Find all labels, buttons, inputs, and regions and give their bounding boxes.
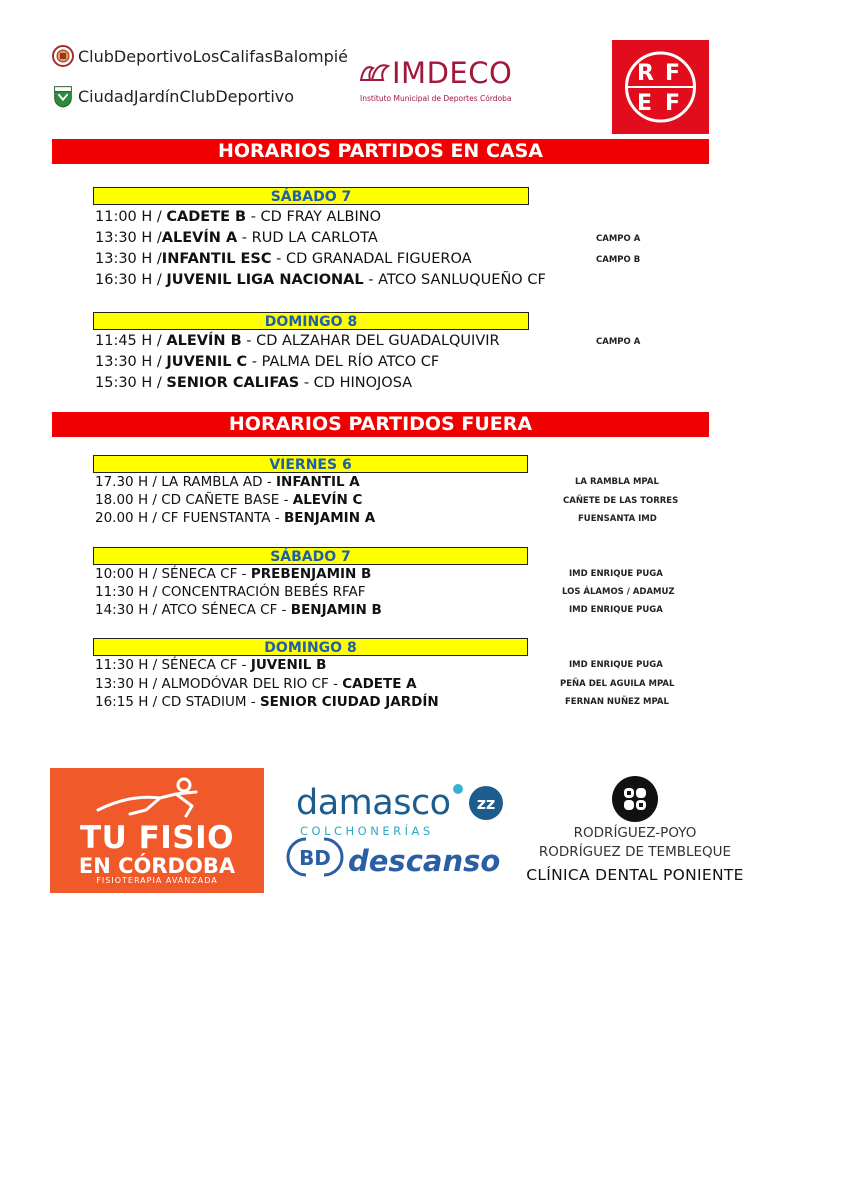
- away-match-row: 17.30 H / LA RAMBLA AD - INFANTIL A: [95, 474, 360, 490]
- venue-label: PEÑA DEL AGUILA MPAL: [560, 679, 675, 689]
- damasco-wordmark: damasco: [296, 783, 451, 823]
- venue-label: CAMPO B: [596, 255, 641, 265]
- away-match-row: 11:30 H / CONCENTRACIÓN BEBÉS RFAF: [95, 584, 366, 600]
- club1-name: ClubDeportivoLosCalifasBalompié: [78, 46, 349, 66]
- descanso-wordmark: descanso: [348, 844, 501, 878]
- team-name: PREBENJAMIN B: [250, 566, 372, 582]
- rfef-logo: [612, 40, 709, 134]
- venue-label: FERNAN NUÑEZ MPAL: [565, 697, 669, 707]
- tufisio-line3: FISIOTERAPIA AVANZADA: [96, 876, 218, 885]
- home-day-sunday-header: DOMINGO 8: [93, 312, 529, 330]
- home-match-row: 13:30 H / JUVENIL C - PALMA DEL RÍO ATCO CF: [95, 354, 440, 370]
- club-logo-ciudad-jardin: [52, 84, 294, 108]
- rfef-letter-f1: F: [665, 61, 681, 86]
- team-name: INFANTIL ESC: [161, 251, 272, 267]
- away-match-row: 13:30 H / ALMODÓVAR DEL RIO CF - CADETE A: [95, 676, 417, 692]
- team-name: JUVENIL LIGA NACIONAL: [166, 272, 364, 288]
- home-day-saturday-header: SÁBADO 7: [93, 187, 529, 205]
- team-name: BENJAMIN B: [290, 602, 382, 618]
- away-matches-banner: HORARIOS PARTIDOS FUERA: [52, 412, 709, 437]
- team-name: INFANTIL A: [276, 474, 360, 490]
- away-match-row: 18.00 H / CD CAÑETE BASE - ALEVÍN C: [95, 492, 363, 508]
- dental-line3: CLÍNICA DENTAL PONIENTE: [526, 866, 744, 884]
- venue-label: FUENSANTA IMD: [578, 514, 657, 524]
- rfef-letter-f2: F: [665, 91, 681, 116]
- dental-line2: RODRÍGUEZ DE TEMBLEQUE: [538, 844, 732, 860]
- away-day-sunday-header: DOMINGO 8: [93, 638, 528, 656]
- rfef-letter-e: E: [637, 91, 653, 116]
- away-day-friday-header: VIERNES 6: [93, 455, 528, 473]
- home-match-row: 13:30 H /ALEVÍN A - RUD LA CARLOTA: [95, 230, 378, 246]
- away-match-row: 16:15 H / CD STADIUM - SENIOR CIUDAD JARDÍN: [95, 694, 439, 710]
- club-logo-califas: [52, 44, 348, 68]
- home-match-row: 13:30 H /INFANTIL ESC - CD GRANADAL FIGUEROA: [95, 251, 472, 267]
- home-matches-banner: HORARIOS PARTIDOS EN CASA: [52, 139, 709, 164]
- team-name: ALEVÍN B: [166, 333, 242, 349]
- away-match-row: 20.00 H / CF FUENSTANTA - BENJAMIN A: [95, 510, 376, 526]
- home-match-row: 16:30 H / JUVENIL LIGA NACIONAL - ATCO SANLUQUEÑO CF: [95, 272, 546, 288]
- califas-crest-icon: [52, 44, 74, 68]
- venue-label: IMD ENRIQUE PUGA: [569, 605, 663, 615]
- away-day-saturday-header: SÁBADO 7: [93, 547, 528, 565]
- team-name: JUVENIL C: [166, 354, 248, 370]
- imdeco-name: IMDECO: [392, 56, 513, 90]
- rfef-letter-r: R: [637, 61, 654, 86]
- team-name: JUVENIL B: [250, 657, 327, 673]
- runner-icon: [90, 776, 220, 822]
- dental-clinic-logo-icon: [611, 775, 659, 823]
- home-match-row: 11:45 H / ALEVÍN B - CD ALZAHAR DEL GUADALQUIVIR: [95, 333, 500, 349]
- team-name: ALEVÍN C: [292, 492, 363, 508]
- tufisio-line1: TU FISIO: [79, 820, 235, 856]
- imdeco-subtitle: Instituto Municipal de Deportes Córdoba: [360, 94, 512, 103]
- home-match-row: 11:00 H / CADETE B - CD FRAY ALBINO: [95, 209, 382, 225]
- venue-label: CAÑETE DE LAS TORRES: [563, 496, 679, 506]
- team-name: SENIOR CALIFAS: [166, 375, 300, 391]
- imdeco-emblem-icon: [358, 60, 392, 86]
- away-match-row: 14:30 H / ATCO SÉNECA CF - BENJAMIN B: [95, 602, 382, 618]
- svg-text:zz: zz: [476, 794, 496, 813]
- away-match-row: 11:30 H / SÉNECA CF - JUVENIL B: [95, 657, 327, 673]
- home-match-row: 15:30 H / SENIOR CALIFAS - CD HINOJOSA: [95, 375, 413, 391]
- team-name: ALEVÍN A: [161, 230, 238, 246]
- venue-label: CAMPO A: [596, 234, 641, 244]
- team-name: BENJAMIN A: [283, 510, 376, 526]
- dental-line1: RODRÍGUEZ-POYO: [573, 825, 697, 841]
- team-name: CADETE B: [166, 209, 247, 225]
- venue-label: IMD ENRIQUE PUGA: [569, 569, 663, 579]
- venue-label: LOS ÁLAMOS / ADAMUZ: [562, 587, 675, 597]
- colchonerias-label: COLCHONERÍAS: [300, 824, 434, 838]
- venue-label: LA RAMBLA MPAL: [575, 477, 659, 487]
- sponsor-tu-fisio: [50, 768, 264, 893]
- svg-text:BD: BD: [299, 846, 331, 870]
- away-match-row: 10:00 H / SÉNECA CF - PREBENJAMIN B: [95, 566, 372, 582]
- venue-label: CAMPO A: [596, 337, 641, 347]
- tufisio-line2: EN CÓRDOBA: [78, 854, 236, 878]
- team-name: SENIOR CIUDAD JARDÍN: [259, 694, 439, 710]
- ciudad-jardin-crest-icon: [52, 84, 74, 108]
- rfef-ring-icon: [622, 49, 699, 125]
- zz-sleep-icon: [448, 778, 508, 822]
- venue-label: IMD ENRIQUE PUGA: [569, 660, 663, 670]
- bd-logo-icon: [284, 836, 346, 878]
- team-name: CADETE A: [342, 676, 417, 692]
- club2-name: CiudadJardínClubDeportivo: [78, 86, 295, 106]
